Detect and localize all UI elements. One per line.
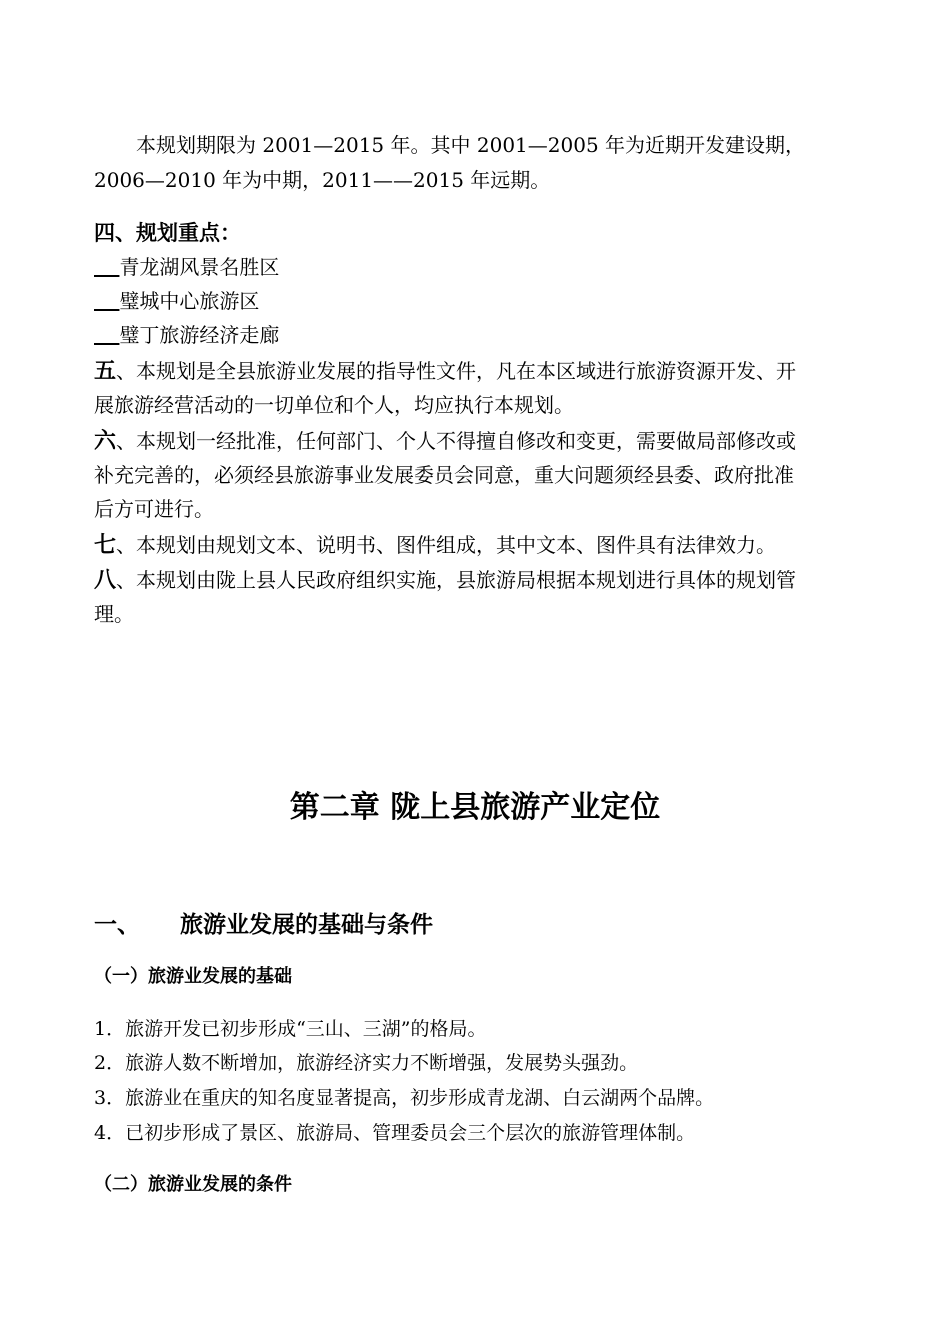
section-heading <box>94 908 433 942</box>
clause-number: 五 <box>94 358 117 384</box>
chapter-title: 第二章 陇上县旅游产业定位 <box>289 790 661 825</box>
clause-text: 、本规划一经批准，任何部门、个人不得擅自修改和变更，需要做局部修改或 <box>116 429 797 453</box>
clause-number: 七 <box>94 532 117 558</box>
subsection-heading-1: （一）旅游业发展的基础 <box>94 966 292 987</box>
clause-text: 、本规划是全县旅游业发展的指导性文件，凡在本区域进行旅游资源开发、开 <box>116 359 797 383</box>
clause-five-line-2: 展旅游经营活动的一切单位和个人，均应执行本规划。 <box>94 393 574 417</box>
clause-number: 六 <box>94 428 117 454</box>
clause-eight-line-1 <box>94 563 796 597</box>
subsection-heading-2: （二）旅游业发展的条件 <box>94 1174 292 1195</box>
clause-seven-line-1 <box>94 528 776 562</box>
section-number: 一、 <box>94 912 140 938</box>
clause-six-line-2: 补充完善的，必须经县旅游事业发展委员会同意，重大问题须经县委、政府批准 <box>94 463 794 487</box>
focus-item-text: 璧城中心旅游区 <box>119 289 260 313</box>
focus-item-underline <box>94 289 119 313</box>
focus-item-underline <box>94 255 119 279</box>
clause-five-line-1 <box>94 354 796 388</box>
clause-text: 、本规划由规划文本、说明书、图件组成，其中文本、图件具有法律效力。 <box>116 533 777 557</box>
focus-item-text: 青龙湖风景名胜区 <box>119 255 280 279</box>
focus-item <box>94 284 259 318</box>
clause-text: 、本规划由陇上县人民政府组织实施，县旅游局根据本规划进行具体的规划管 <box>116 568 797 592</box>
intro-line-2: 2006—2010 年为中期，2011——2015 年远期。 <box>94 168 551 192</box>
focus-item-text: 璧丁旅游经济走廊 <box>119 323 280 347</box>
list-item: 2．旅游人数不断增加，旅游经济实力不断增强，发展势头强劲。 <box>94 1052 639 1074</box>
clause-number: 八 <box>94 567 117 593</box>
focus-item <box>94 250 279 284</box>
list-item: 3．旅游业在重庆的知名度显著提高，初步形成青龙湖、白云湖两个品牌。 <box>94 1087 715 1109</box>
intro-line-1: 本规划期限为 2001—2015 年。其中 2001—2005 年为近期开发建设期， <box>136 133 806 157</box>
focus-item-underline <box>94 323 119 347</box>
section-title: 旅游业发展的基础与条件 <box>180 912 433 938</box>
list-item: 4．已初步形成了景区、旅游局、管理委员会三个层次的旅游管理体制。 <box>94 1122 696 1144</box>
clause-six-line-3: 后方可进行。 <box>94 497 214 521</box>
focus-heading: 四、规划重点： <box>94 220 241 245</box>
clause-six-line-1 <box>94 424 796 458</box>
list-item: 1．旅游开发已初步形成“三山、三湖”的格局。 <box>94 1018 487 1040</box>
clause-eight-line-2: 理。 <box>94 602 134 626</box>
focus-item <box>94 318 279 352</box>
